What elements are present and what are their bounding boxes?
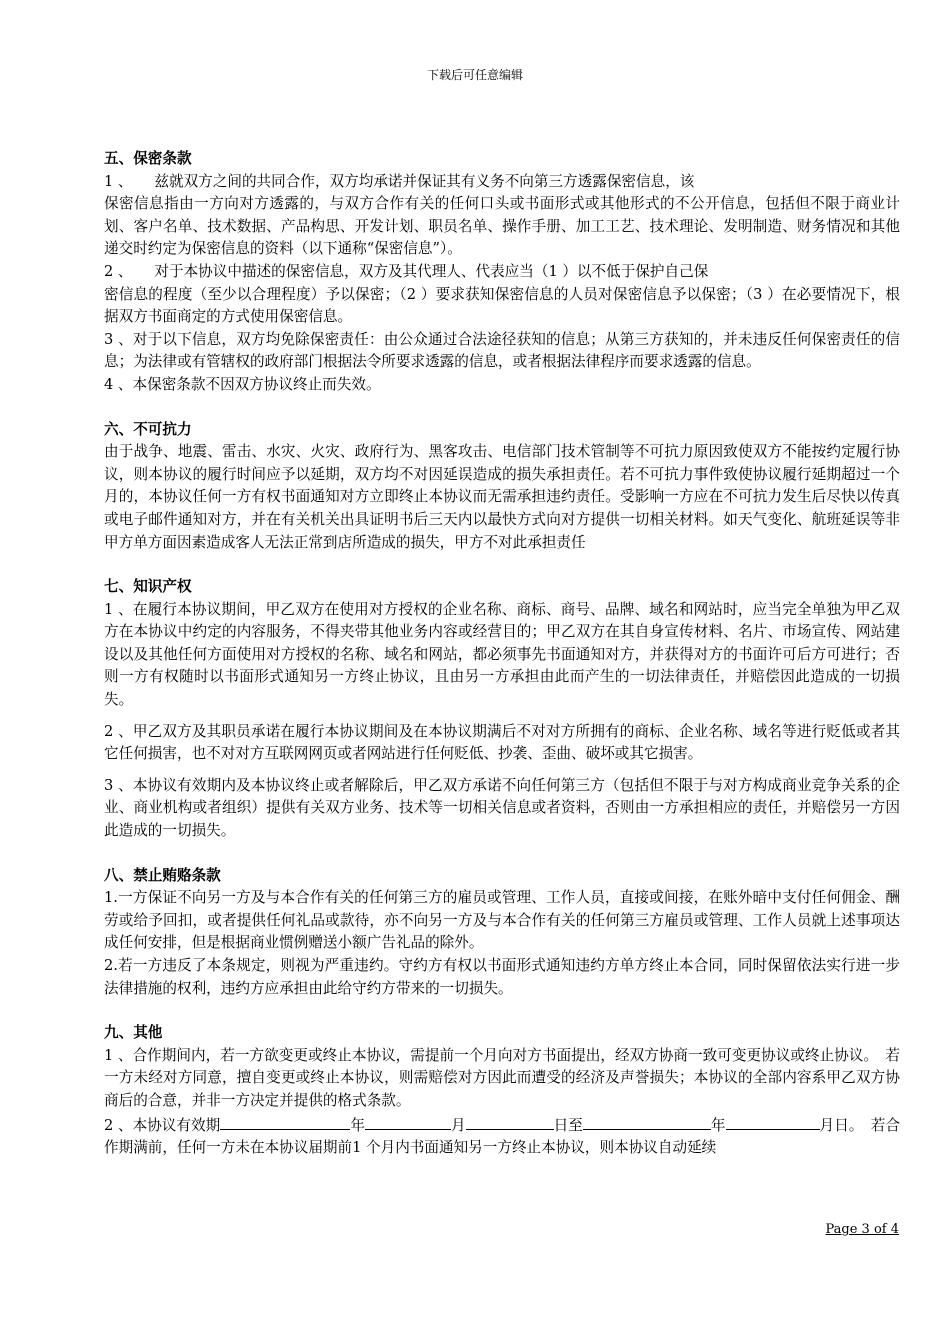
paragraph: 由于战争、地震、雷击、水灾、火灾、政府行为、黑客攻击、电信部门技术管制等不可抗力原因致使双方不能按约定履行协议，则本协议的履行时间应予以延期，双方均不对因延误造成的损失承担责任。若不可抗力事件致使协议履行延期超过一个月的，本协议任何一方有权书面通知对方立即终止本协议而无需承担违约责任。受影响一方应在不可抗力发生后尽快以传真或电子邮件通知对方，并在有关机关出具证明书后三天内以最快方式向对方提供一切相关材料。如天气变化、航班延误等非甲方单方面因素造成客人无法正常到店所造成的损失，甲方不对此承担责任 — [104, 443, 900, 551]
paragraph: 2 、甲乙双方及其职员承诺在履行本协议期间及在本协议期满后不对对方所拥有的商标、企业名称、域名等进行贬低或者其它任何损害，也不对对方互联网网页或者网站进行任何贬低、抄袭、歪曲、破坏或其它损害。 — [104, 722, 900, 763]
paragraph: 1 、在履行本协议期间，甲乙双方在使用对方授权的企业名称、商标、商号、品牌、域名和网站时，应当完全单独为甲乙双方在本协议中约定的内容服务，不得夹带其他业务内容或经营目的；甲乙双方在其自身宣传材料、名片、市场宣传、网站建设以及其他任何方面使用对方授权的名称、域名和网站，都必须事先书面通知对方，并获得对方的书面许可后方可进行；否则一方有权随时以书面形式通知另一方终止协议，且由另一方承担由此而产生的一切法律责任，并赔偿因此造成的一切损失。 — [104, 600, 900, 709]
section-title-other: 九、其他 — [104, 1024, 163, 1042]
month-label: 月 — [819, 1116, 835, 1134]
paragraph: 3 、对于以下信息，双方均免除保密责任：由公众通过合法途径获知的信息；从第三方获知的，并未违反任何保密责任的信息；为法律或有管辖权的政府部门根据法令所要求透露的信息，或者根据法律程序而要求透露的信息。 — [104, 330, 900, 371]
year-label: 年 — [350, 1116, 365, 1134]
section-title-intellectual-property: 七、知识产权 — [104, 578, 192, 596]
page-header: 下载后可任意编辑 — [426, 68, 523, 82]
paragraph: 1 、 兹就双方之间的共同合作，双方均承诺并保证其有义务不向第三方透露保密信息，该 — [104, 172, 695, 190]
validity-rest: 日。 若合作期满前，任何一方未在本协议届期前1 个月内书面通知另一方终止本协议，则本协议自动延续 — [104, 1116, 900, 1157]
year-label: 年 — [710, 1116, 726, 1134]
page-number: Page 3 of 4 — [825, 1222, 899, 1237]
document-body — [104, 148, 900, 1160]
day-blank — [466, 1113, 554, 1130]
paragraph: 密信息的程度（至少以合理程度）予以保密；（2 ）要求获知保密信息的人员对保密信息予以保密；（3 ）在必要情况下，根据双方书面商定的方式使用保密信息。 — [104, 285, 900, 326]
paragraph: 1.一方保证不向另一方及与本合作有关的任何第三方的雇员或管理、工作人员，直接或间接，在账外暗中支付任何佣金、酬劳或给予回扣，或者提供任何礼品或款待，亦不向另一方及与本合作有关的任何第三方雇员或管理、工作人员就上述事项达成任何安排，但是根据商业惯例赠送小额广告礼品的除外。 — [104, 889, 900, 952]
paragraph: 3 、本协议有效期内及本协议终止或者解除后，甲乙双方承诺不向任何第三方（包括但不限于与对方构成商业竞争关系的企业、商业机构或者组织）提供有关双方业务、技术等一切相关信息或者资料，否则由一方承担相应的责任，并赔偿另一方因此造成的一切损失。 — [104, 776, 900, 840]
paragraph: 4 、本保密条款不因双方协议终止而失效。 — [104, 375, 381, 393]
month-blank — [726, 1113, 820, 1130]
paragraph: 2 、 对于本协议中描述的保密信息，双方及其代理人、代表应当（1 ）以不低于保护自己保 — [104, 262, 709, 280]
year-blank — [583, 1113, 711, 1130]
section-title-force-majeure: 六、不可抗力 — [104, 420, 192, 438]
paragraph-validity-period — [104, 1113, 900, 1160]
validity-label: 2 、本协议有效期 — [104, 1116, 221, 1134]
section-title-anti-bribery: 八、禁止贿赂条款 — [104, 866, 221, 884]
year-blank — [220, 1113, 350, 1130]
paragraph: 1 、合作期间内，若一方欲变更或终止本协议，需提前一个月向对方书面提出，经双方协商一致可变更协议或终止协议。 若一方未经对方同意，擅自变更或终止本协议，则需赔偿对方因此而遭受的经济及声誉损失；本协议的全部内容系甲乙双方协商后的合意，并非一方决定并提供的格式条款。 — [104, 1046, 900, 1109]
month-blank — [365, 1113, 451, 1130]
paragraph: 保密信息指由一方向对方透露的，与双方合作有关的任何口头或书面形式或其他形式的不公开信息，包括但不限于商业计划、客户名单、技术数据、产品构思、开发计划、职员名单、操作手册、加工工艺、技术理论、发明制造、财务情况和其他递交时约定为保密信息的资料（以下通称“保密信息”）。 — [104, 195, 900, 258]
paragraph: 2.若一方违反了本条规定，则视为严重违约。守约方有权以书面形式通知违约方单方终止本合同，同时保留依法实行进一步法律措施的权利，违约方应承担由此给守约方带来的一切损失。 — [104, 957, 900, 997]
day-to-label: 日至 — [553, 1116, 583, 1134]
month-label: 月 — [450, 1116, 466, 1134]
section-title-confidentiality: 五、保密条款 — [104, 150, 192, 167]
